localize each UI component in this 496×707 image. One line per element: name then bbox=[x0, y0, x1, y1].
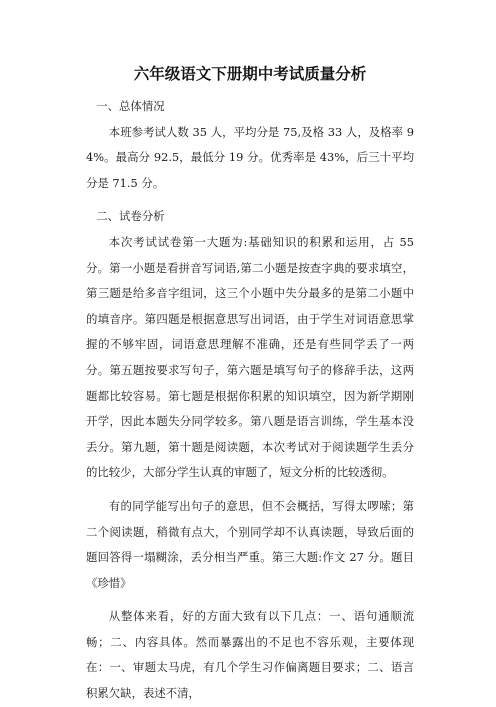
section-heading-analysis: 二、试卷分析 bbox=[96, 209, 165, 224]
paragraph-overall: 本班参考试人数 35 人，平均分是 75,及格 33 人，及格率 94%。最高分 92.5，最低分 19 分。优秀率是 43%，后三十平均分是 71.5 分。 bbox=[86, 124, 414, 190]
section-heading-overall: 一、总体情况 bbox=[96, 99, 165, 113]
paragraph-analysis-1: 本次考试试卷第一大题为:基础知识的积累和运用，占 55 分。第一小题是看拼音写词语,第二小题是按查字典的要求填空，第三题是给多音字组词，这三个小题中失分最多的是第二小题中的填音序。第四题是根据意思写出词语，由于学生对词语意思掌握的不够牢固，词语意思理解不准确，还是有些同学丢了一两分。第五题按要求写句子，第六题是填写句子的修辞手法，这两题都比较容易。第七题是根据你积累的知识填空，因为新学期刚开学，因此本题失分同学较多。第八题是语言训练，学生基本没丢分。第九题，第十题是阅读题，本次考试对于阅读题学生丢分的比较少，大部分学生认真的审题了，短文分析的比较透彻。 bbox=[86, 234, 414, 480]
document-title: 六年级语文下册期中考试质量分析 bbox=[133, 65, 367, 83]
paragraph-analysis-3: 从整体来看，好的方面大致有以下几点：一、语句通顺流畅；二、内容具体。然而暴露出的不足也不容乐观，主要体现在：一、审题太马虎，有几个学生习作偏离题目要求；二、语言积累欠缺，表述不清， bbox=[86, 609, 414, 701]
paragraph-analysis-2: 有的同学能写出句子的意思，但不会概括，写得太啰嗦；第二个阅读题，稍微有点大，个别同学却不认真读题，导致后面的题回答得一塌糊涂，丢分相当严重。第三大题:作文 27 分。题目 《珍惜》 bbox=[86, 498, 414, 590]
